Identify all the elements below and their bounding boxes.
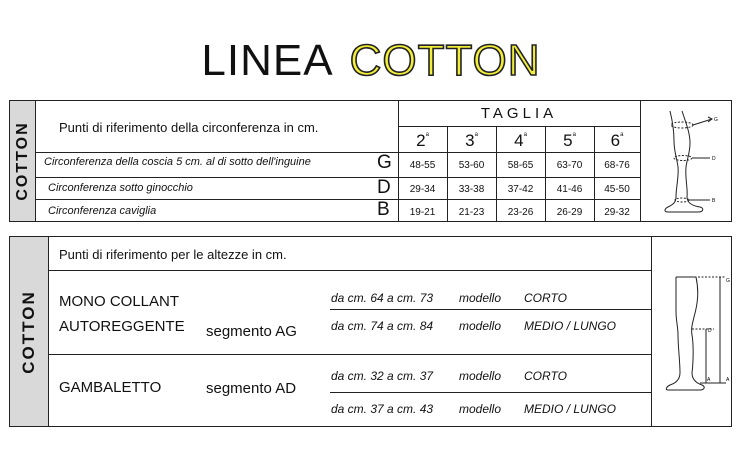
table-cell: 21-23 — [458, 207, 485, 218]
modello-text: modello — [459, 291, 502, 305]
diagram-label: B — [712, 198, 716, 204]
table1-side-panel — [10, 101, 36, 221]
circumference-table — [9, 100, 732, 222]
product-name: MONO COLLANT — [59, 293, 180, 310]
diagram-label: G — [726, 278, 730, 284]
modello-text: modello — [459, 319, 502, 333]
table1-header: Punti di riferimento della circonferenza in cm. — [59, 120, 319, 135]
modello-text: modello — [459, 402, 502, 416]
title-prefix: LINEA — [201, 36, 334, 85]
segment-label: segmento AD — [206, 380, 297, 397]
row-letter: D — [377, 177, 391, 198]
diagram-label: A — [726, 377, 730, 383]
table-cell: 29-34 — [409, 184, 436, 195]
model-value: MEDIO / LUNGO — [524, 402, 617, 416]
title-brand: COTTON — [349, 36, 541, 85]
diagram-label: A — [707, 377, 711, 383]
table-cell: 63-70 — [556, 160, 583, 171]
table-cell: 58-65 — [507, 160, 534, 171]
leg-height-diagram — [656, 273, 730, 393]
table2-side-panel — [10, 237, 49, 426]
table-cell: 41-46 — [556, 184, 583, 195]
table-cell: 19-21 — [409, 207, 436, 218]
product-name: GAMBALETTO — [59, 379, 162, 396]
diagram-label: D — [712, 156, 716, 162]
model-value: MEDIO / LUNGO — [524, 319, 617, 333]
leg-circumference-diagram — [646, 107, 730, 217]
row-label-thigh: Circonferenza della coscia 5 cm. al di sotto dell'inguine — [44, 156, 311, 168]
row-letter: G — [377, 152, 392, 173]
diagram-label: G — [714, 117, 718, 123]
taglia-label: TAGLIA — [480, 105, 558, 122]
model-value: CORTO — [524, 369, 567, 383]
table2-side-label: COTTON — [19, 289, 38, 374]
range-text: da cm. 37 a cm. 43 — [331, 402, 434, 416]
size-header: 5$^a$ — [563, 131, 576, 150]
range-text: da cm. 74 a cm. 84 — [331, 319, 434, 333]
product-name: AUTOREGGENTE — [59, 318, 185, 335]
size-header: 6$^a$ — [610, 131, 624, 150]
segment-label: segmento AG — [206, 323, 297, 340]
table-cell: 48-55 — [409, 160, 436, 171]
height-table — [9, 236, 732, 427]
size-header: 3$^a$ — [465, 131, 478, 150]
row-label-knee: Circonferenza sotto ginocchio — [48, 182, 193, 194]
table-cell: 37-42 — [507, 184, 534, 195]
table-cell: 23-26 — [507, 207, 534, 218]
table-cell: 33-38 — [458, 184, 485, 195]
range-text: da cm. 64 a cm. 73 — [331, 291, 434, 305]
table1-side-label: COTTON — [13, 121, 31, 201]
modello-text: modello — [459, 369, 502, 383]
page-title — [0, 36, 742, 86]
table-cell: 26-29 — [556, 207, 583, 218]
table-cell: 53-60 — [458, 160, 485, 171]
table-cell: 29-32 — [604, 207, 630, 218]
table2-header: Punti di riferimento per le altezze in cm. — [59, 247, 287, 262]
size-header: 4$^a$ — [514, 131, 527, 150]
table-cell: 68-76 — [604, 160, 630, 171]
size-header: 2$^a$ — [416, 131, 429, 150]
model-value: CORTO — [524, 291, 567, 305]
diagram-label: D — [708, 328, 712, 334]
range-text: da cm. 32 a cm. 37 — [331, 369, 434, 383]
row-label-ankle: Circonferenza caviglia — [48, 205, 157, 217]
row-letter: B — [377, 199, 390, 220]
table-cell: 45-50 — [604, 184, 630, 195]
